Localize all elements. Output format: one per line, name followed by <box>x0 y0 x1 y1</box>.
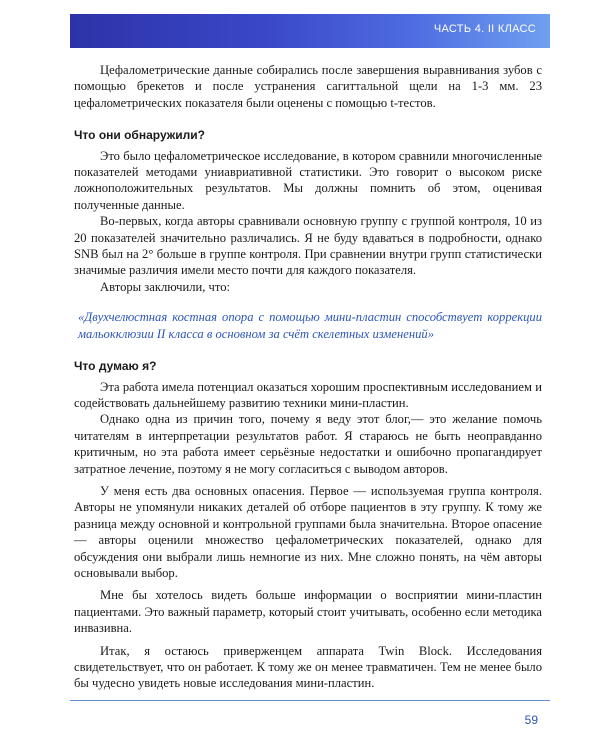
paragraph-blog-purpose: Однако одна из причин того, почему я веду этот блог,— это желание помочь читателям в интерпретации результатов работ. Я стараюсь не быть неоправданно критичным, но эта работа имеет серьёзные недостатки и ошибочно пропагандирует затратное лечение, поэтому я не могу согласиться с выводом авторов. <box>74 412 542 476</box>
chapter-title: ЧАСТЬ 4. II КЛАСС <box>433 23 536 35</box>
heading-my-opinion: Что думаю я? <box>74 359 157 374</box>
paragraph-potential: Эта работа имела потенциал оказаться хорошим проспективным исследованием и содействовать дальнейшему развитию техники мини-пластин. <box>74 379 542 410</box>
paragraph-concerns: У меня есть два основных опасения. Первое — используемая группа контроля. Авторы не упомянули никаких деталей об отборе пациентов в эту группу. К тому же разница между основной и контрольной группами была значительна. Второе опасение — авторы оценили множество цефалометрических показателей, однако для обсуждения они выбрали лишь немногие из них. Мне сложно понять, на чём авторы основывали выбор. <box>74 483 542 580</box>
paragraph-study-type: Это было цефалометрическое исследование, в котором сравнили многочисленные показателей методами униавриативной статистики. Это говорит о высоком риске ложноположительных результатов. Мы должны помнить об этом, оценивая полученные данные. <box>74 148 542 212</box>
paragraph-authors-concluded: Авторы заключили, что: <box>100 279 231 294</box>
chapter-header-bar <box>70 14 550 48</box>
paragraph-patient-perception: Мне бы хотелось видеть больше информации о восприятии мини-пластин пациентами. Это важный параметр, который стоит учитывать, особенно если методика инвазивна. <box>74 588 542 636</box>
authors-conclusion-quote: «Двухчелюстная костная опора с помощью мини-пластин способствует коррекции мальокклюзии II класса в основном за счёт скелетных изменений» <box>78 310 542 341</box>
paragraph-twin-block: Итак, я остаюсь приверженцем аппарата Twin Block. Исследования свидетельствует, что он работает. К тому же он менее травматичен. Тем не менее было бы чудесно увидеть новые исследования мини-пластин. <box>74 643 542 691</box>
footer-divider <box>70 700 550 701</box>
paragraph-comparison: Во-первых, когда авторы сравнивали основную группу с группой контроля, 10 из 20 показателей значительно различались. Я не буду вдаваться в подробности, однако SNB был на 2° больше в группе контроля. При сравнении внутри групп статистически значимые различия имели место почти для каждого показателя. <box>74 214 542 278</box>
page-number: 59 <box>524 713 538 727</box>
page-body <box>74 62 542 692</box>
paragraph-data-collection: Цефалометрические данные собирались после завершения выравнивания зубов с помощью брекетов и после устранения сагиттальной щели на 1-3 мм. 23 цефалометрических показателя были оценены с помощью t-тестов. <box>74 63 542 110</box>
heading-findings: Что они обнаружили? <box>74 128 205 143</box>
